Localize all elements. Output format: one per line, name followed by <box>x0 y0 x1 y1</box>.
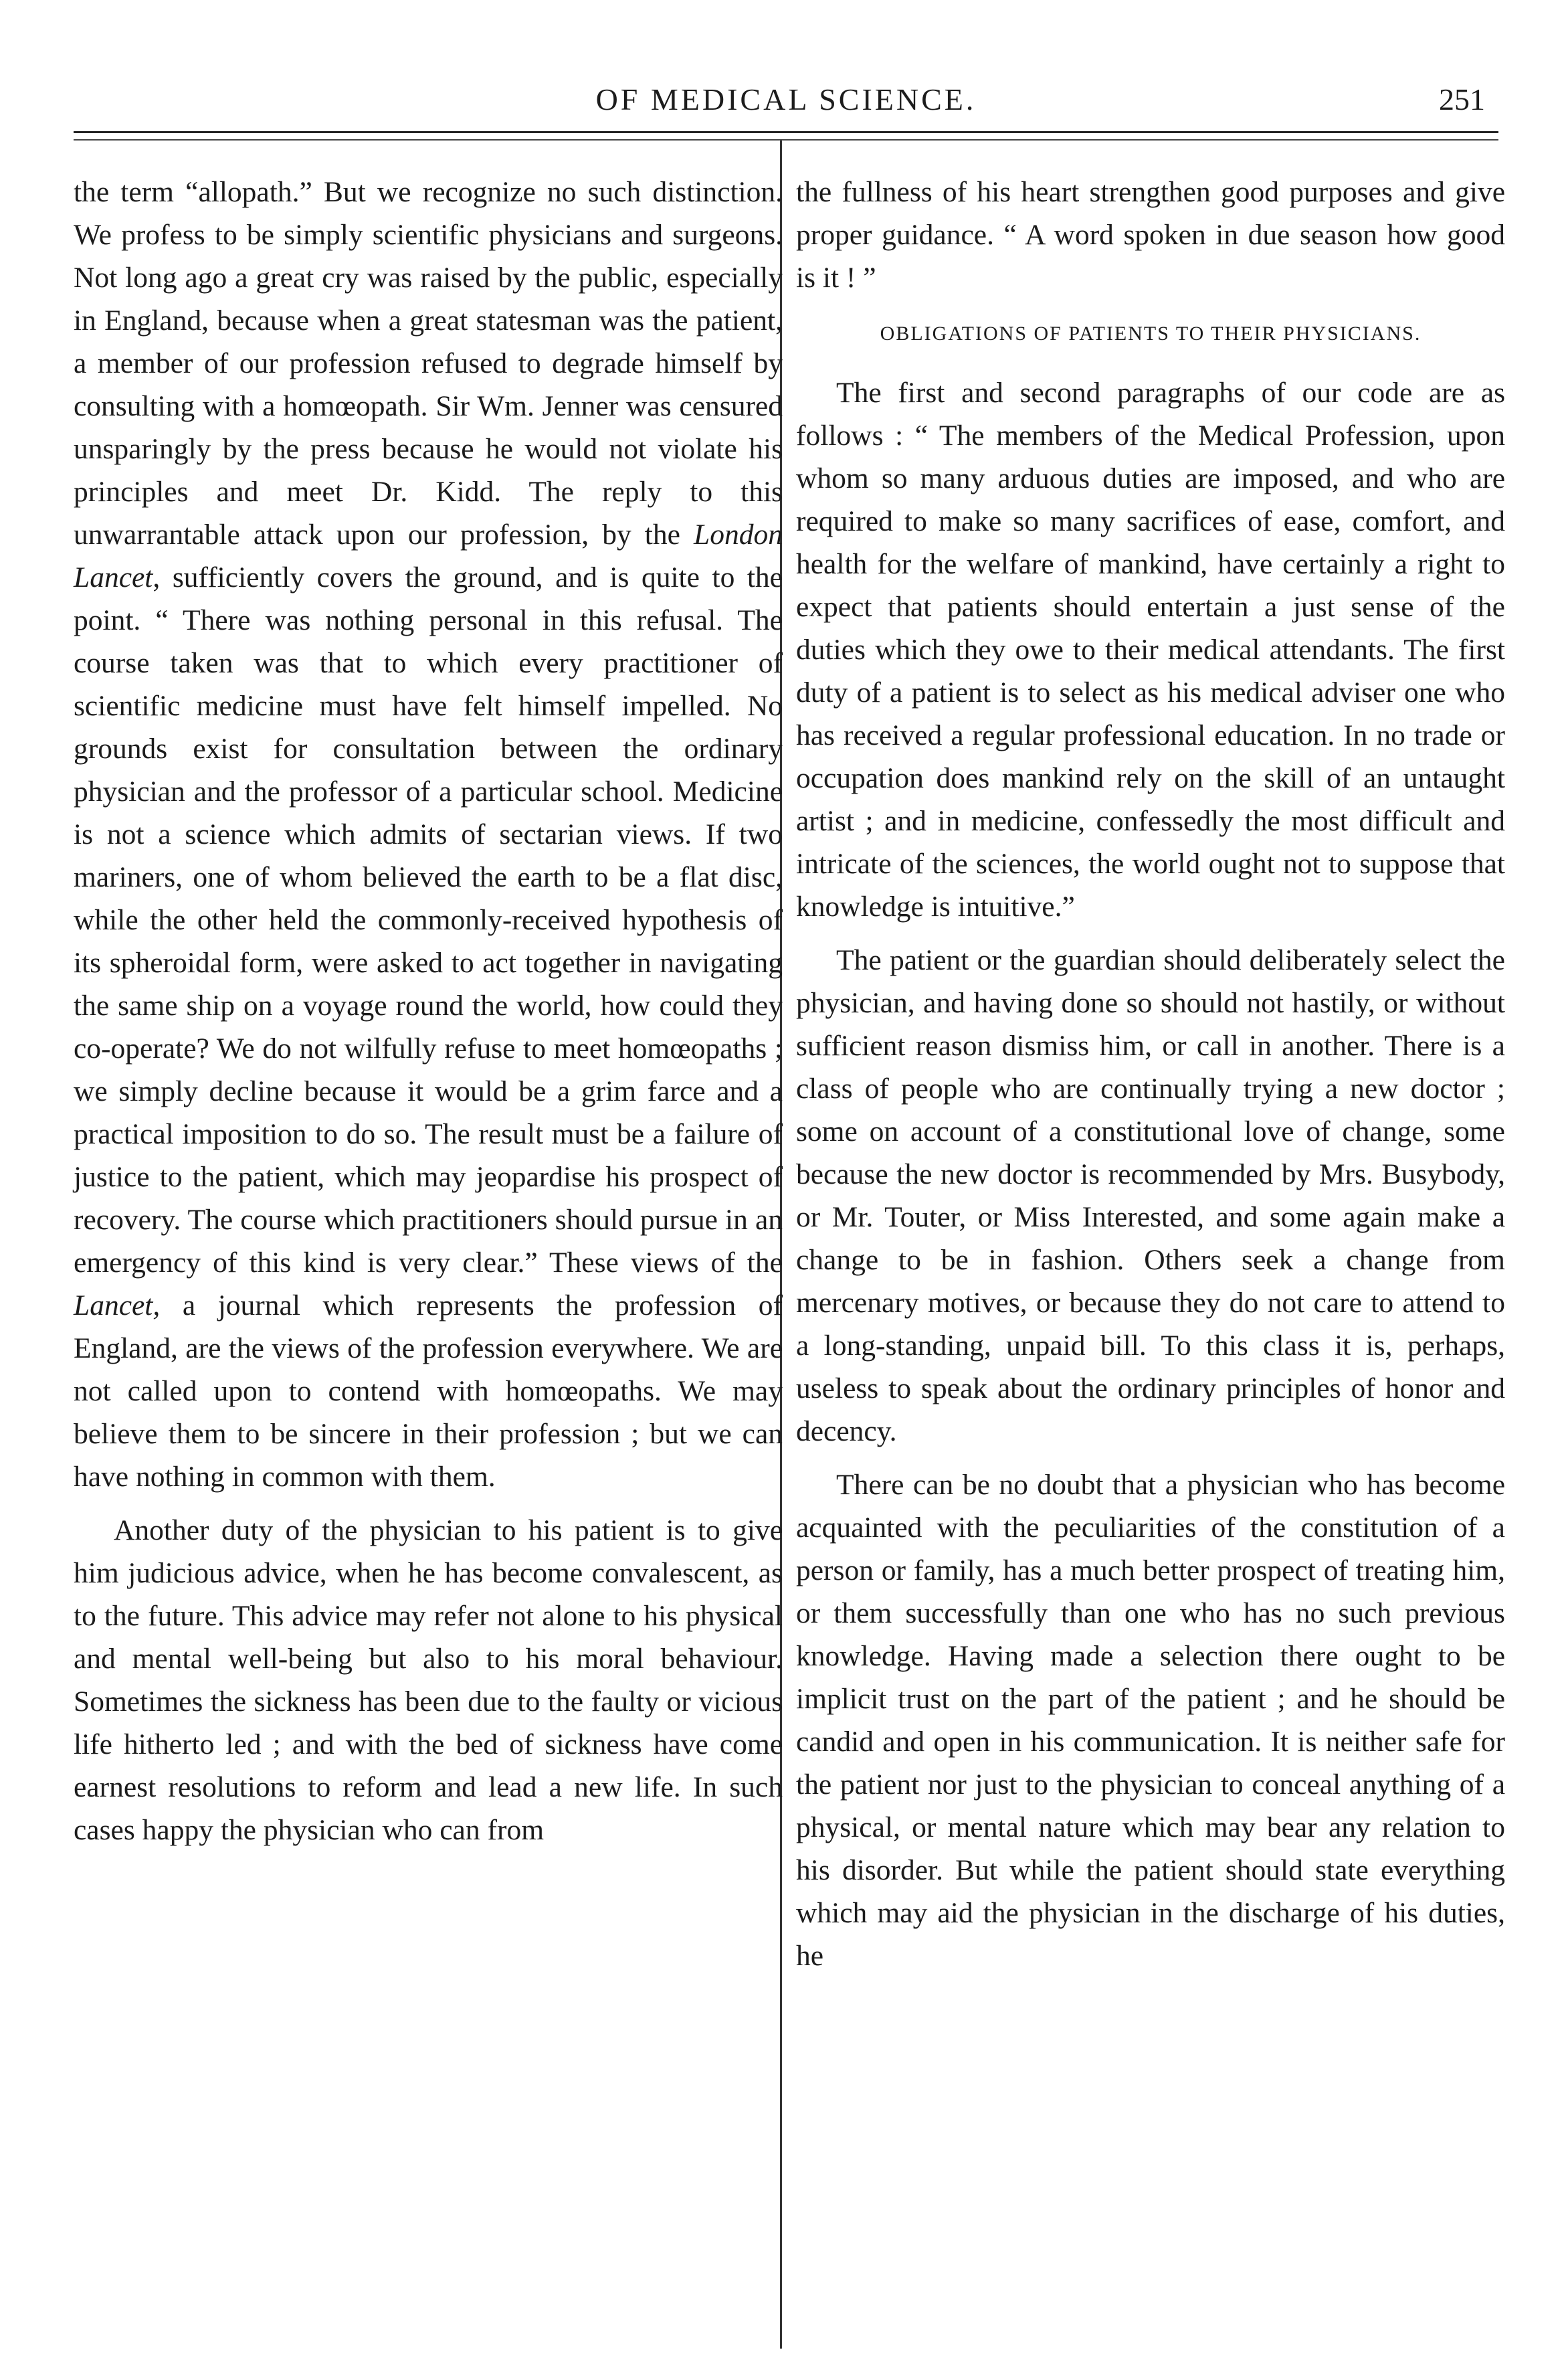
section-heading: OBLIGATIONS OF PATIENTS TO THEIR PHYSICIANS. <box>880 323 1422 345</box>
right-paragraph-2: The first and second paragraphs of our code are as follows : “ The members of the Medical Profession, upon whom so many arduous duties are imposed, and who are required to make so many sacrifices of ease, comfort, and health for the welfare of mankind, have certainly a right to expect that patients should entertain a just sense of the duties which they owe to their medical attendants. The first duty of a patient is to select as his medical adviser one who has received a regular professional education. In no trade or occupation does mankind rely on the skill of an untaught artist ; and in medicine, confessedly the most difficult and intricate of the sciences, the world ought not to suppose that knowledge is intuitive.” <box>796 377 1505 923</box>
running-head <box>74 82 1498 128</box>
header-rule-double <box>74 139 1498 141</box>
running-title: OF MEDICAL SCIENCE. <box>595 82 977 116</box>
journal-title-lancet: Lancet, <box>74 1289 161 1321</box>
left-paragraph-1 <box>74 171 783 1498</box>
right-column <box>796 171 1505 1977</box>
left-column <box>74 171 783 1851</box>
left-paragraph-1-end: a journal which represents the profession of England, are the views of the profession everywhere. We are not called upon to contend with homœopaths. We may believe them to be sincere in their profession ; but we can have nothing in common with them. <box>74 1289 783 1493</box>
left-paragraph-2: Another duty of the physician to his patient is to give him judicious advice, when he has become convalescent, as to the future. This advice may refer not alone to his physical and mental well-being but also to his moral behaviour. Sometimes the sickness has been due to the faulty or vicious life hitherto led ; and with the bed of sickness have come earnest resolutions to reform and lead a new life. In such cases happy the physician who can from <box>74 1514 783 1846</box>
journal-title-london-lancet: London Lancet <box>74 519 783 594</box>
right-paragraph-1: the fullness of his heart strengthen good purposes and give proper guidance. “ A word spoken in due season how good is it ! ” <box>796 176 1505 294</box>
left-paragraph-1-continued: , sufficiently covers the ground, and is quite to the point. “ There was nothing personal in this refusal. The course taken was that to which every practitioner of scientific medicine must have felt himself impelled. No grounds exist for consultation between the ordinary physician and the professor of a particular school. Medicine is not a science which admits of sectarian views. If two mariners, one of whom believed the earth to be a flat disc, while the other held the commonly-received hypothesis of its spheroidal form, were asked to act together in navigating the same ship on a voyage round the world, how could they co-operate? We do not wilfully refuse to meet homœopaths ; we simply decline because it would be a grim farce and a practical imposition to do so. The result must be a failure of justice to the patient, which may jeopardise his prospect of recovery. The course which practitioners should pursue in an emergency of this kind is very clear.” These views of the <box>74 561 783 1279</box>
left-paragraph-1-text: the term “allopath.” But we recognize no such distinction. We profess to be simply scientific physicians and surgeons. Not long ago a great cry was raised by the public, especially in England, because when a great statesman was the patient, a member of our profession refused to degrade himself by consulting with a homœopath. Sir Wm. Jenner was censured unsparingly by the press because he would not violate his principles and meet Dr. Kidd. The reply to this unwarrantable attack upon our profession, by the <box>74 176 783 551</box>
page-number: 251 <box>1439 82 1485 116</box>
right-paragraph-3: The patient or the guardian should deliberately select the physician, and having done so should not hastily, or without sufficient reason dismiss him, or call in another. There is a class of people who are continually trying a new doctor ; some on account of a constitutional love of change, some because the new doctor is recommended by Mrs. Busybody, or Mr. Touter, or Miss Interested, and some again make a change to be in fashion. Others seek a change from mercenary motives, or because they do not care to attend to a long-standing, unpaid bill. To this class it is, perhaps, useless to speak about the ordinary principles of honor and decency. <box>796 944 1505 1447</box>
right-paragraph-4: There can be no doubt that a physician who has become acquainted with the peculiarities of the constitution of a person or family, has a much better prospect of treating him, or them successfully than one who has no such previous knowledge. Having made a selection there ought to be implicit trust on the part of the patient ; and he should be candid and open in his communication. It is neither safe for the patient nor just to the physician to conceal anything of a physical, or mental nature which may bear any relation to his disorder. But while the patient should state everything which may aid the physician in the discharge of his duties, he <box>796 1469 1505 1972</box>
header-rule <box>74 131 1498 133</box>
